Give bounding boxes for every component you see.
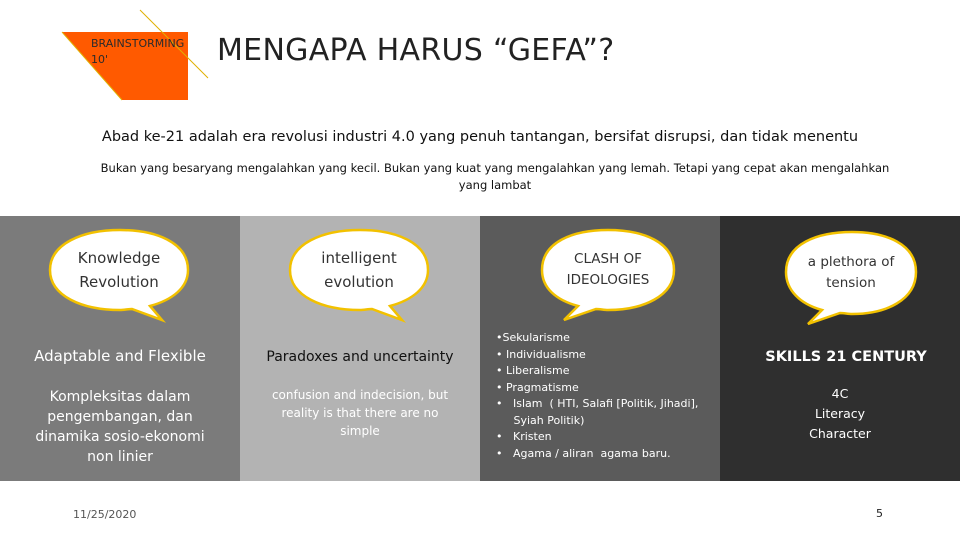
list-item: • Agama / aliran agama baru. [496, 446, 671, 460]
list-item: • Individualisme [496, 347, 586, 361]
panel-heading: Adaptable and Flexible [34, 347, 206, 365]
bubble-text: Knowledge Revolution [77, 249, 161, 291]
subtitle-main: Abad ke-21 adalah era revolusi industri 4.0 yang penuh tantangan, bersifat disrupsi, dan tidak menentu [101, 129, 859, 145]
list-item: • Islam ( HTI, Salafi [Politik, Jihadi], [496, 397, 699, 410]
list-item: • Liberalisme [496, 364, 570, 377]
panel-knowledge-revolution [0, 216, 240, 481]
panel-heading: Paradoxes and uncertainty [266, 349, 454, 365]
brainstorming-label: BRAINSTORMING 10' [91, 37, 185, 66]
footer-date: 11/25/2020 [73, 508, 137, 521]
panel-body: 4C Literacy Character [809, 386, 871, 441]
panel-plethora-of-tension [720, 216, 960, 481]
list-item: •Sekularisme [496, 331, 570, 344]
panel-clash-of-ideologies [480, 216, 720, 481]
panel-body: confusion and indecision, but reality is that there are no simple [271, 388, 449, 438]
panel-intelligent-evolution [240, 216, 480, 481]
page-title: MENGAPA HARUS “GEFA”? [217, 33, 615, 68]
page-number: 5 [876, 507, 883, 520]
list-item: • Pragmatisme [496, 380, 579, 394]
panel-heading: SKILLS 21 CENTURY [765, 349, 927, 365]
bubble-text: CLASH OF IDEOLOGIES [566, 251, 650, 288]
bubble-text: intelligent evolution [321, 249, 397, 291]
panel-body: Kompleksitas dalam pengembangan, dan dinamika sosio-ekonomi non linier [35, 389, 205, 465]
list-item: • Kristen [496, 430, 552, 443]
ideology-list [496, 330, 716, 462]
subtitle-detail: Bukan yang besaryang mengalahkan yang kecil. Bukan yang kuat yang mengalahkan yang lemah. Tetapi yang cepat akan mengalahkan yang lambat [100, 161, 890, 192]
bubble-text: a plethora of tension [807, 254, 895, 291]
list-item: Syiah Politik) [496, 413, 585, 427]
